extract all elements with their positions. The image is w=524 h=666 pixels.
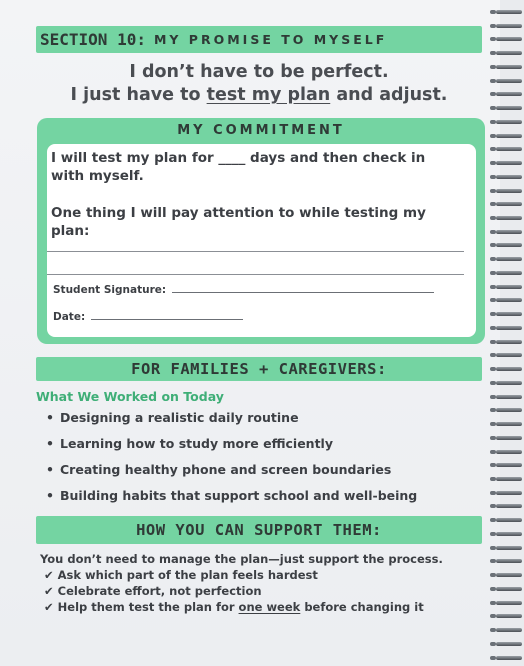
spiral-coil (496, 65, 522, 69)
spiral-coil (496, 518, 522, 522)
spiral-coil (496, 134, 522, 138)
commitment-text-3: One thing I will pay attention to while testing my (51, 205, 426, 221)
spiral-coil (496, 532, 522, 536)
spiral-coil (496, 106, 522, 110)
section-number: SECTION 10: (40, 30, 146, 49)
commitment-form (47, 144, 476, 337)
headline-line-1: I don’t have to be perfect. (129, 62, 389, 82)
spiral-coil (496, 353, 522, 357)
spiral-coil (496, 463, 522, 467)
spiral-coil (496, 147, 522, 151)
list-item: • Building habits that support school and well-being (46, 488, 476, 514)
spiral-coil (496, 614, 522, 618)
spiral-coil (496, 656, 522, 660)
spiral-coil (496, 312, 522, 316)
spiral-coil (496, 257, 522, 261)
headline-line-2-start: I just have to (70, 85, 207, 105)
signature-line[interactable] (172, 283, 434, 293)
writing-line-1[interactable] (47, 251, 464, 252)
spiral-coil (496, 120, 522, 124)
spiral-coil (496, 367, 522, 371)
section-title: MY PROMISE TO MYSELF (153, 32, 388, 47)
spiral-coil (496, 271, 522, 275)
spiral-coil (496, 408, 522, 412)
support-check-3 (40, 599, 480, 615)
date-label: Date: (53, 311, 86, 323)
support-content (40, 551, 480, 615)
headline-line-2 (36, 85, 482, 105)
list-item: • Learning how to study more efficiently (46, 436, 476, 462)
spiral-coil (496, 587, 522, 591)
support-emphasis: one week (238, 600, 301, 614)
spiral-coil (496, 79, 522, 83)
spiral-coil (496, 216, 522, 220)
spiral-binding (494, 10, 524, 660)
spiral-coil (496, 161, 522, 165)
spiral-coil (496, 285, 522, 289)
spiral-coil (496, 504, 522, 508)
commitment-box (37, 118, 485, 344)
signature-label: Student Signature: (53, 284, 167, 296)
list-item: • Creating healthy phone and screen boundaries (46, 462, 476, 488)
spiral-coil (496, 175, 522, 179)
spiral-coil (496, 24, 522, 28)
commitment-text-2: with myself. (51, 168, 144, 184)
spiral-coil (496, 628, 522, 632)
spiral-coil (496, 381, 522, 385)
spiral-coil (496, 340, 522, 344)
spiral-coil (496, 189, 522, 193)
support-check-2: ✔ Celebrate effort, not perfection (44, 584, 262, 598)
worked-on-list (46, 410, 476, 514)
headline-emphasis: test my plan (206, 85, 331, 105)
support-check-3-start: ✔ Help them test the plan for (44, 600, 239, 614)
spiral-coil (496, 298, 522, 302)
support-title: HOW YOU CAN SUPPORT THEM: (136, 521, 382, 539)
headline-line-2-end: and adjust. (330, 85, 448, 105)
commitment-text-4: plan: (51, 223, 90, 239)
worked-on-title: What We Worked on Today (36, 389, 224, 404)
spiral-coil (496, 10, 522, 14)
spiral-coil (496, 546, 522, 550)
families-header (36, 357, 482, 381)
date-field (53, 310, 243, 323)
spiral-coil (496, 642, 522, 646)
spiral-coil (496, 450, 522, 454)
commitment-title: MY COMMITMENT (177, 123, 345, 138)
spiral-coil (496, 51, 522, 55)
spiral-coil (496, 436, 522, 440)
spiral-coil (496, 477, 522, 481)
commitment-text-1: I will test my plan for ____ days and then check in (51, 150, 426, 166)
spiral-coil (496, 92, 522, 96)
spiral-coil (496, 230, 522, 234)
spiral-coil (496, 559, 522, 563)
spiral-coil (496, 491, 522, 495)
date-line[interactable] (91, 310, 243, 320)
support-check-3-end: before changing it (300, 600, 424, 614)
section-header (36, 26, 482, 53)
spiral-coil (496, 601, 522, 605)
spiral-coil (496, 395, 522, 399)
spiral-coil (496, 422, 522, 426)
spiral-coil (496, 326, 522, 330)
support-header (36, 516, 482, 544)
support-check-1: ✔ Ask which part of the plan feels hardest (44, 568, 318, 582)
list-item: • Designing a realistic daily routine (46, 410, 476, 436)
writing-line-2[interactable] (47, 274, 464, 275)
spiral-coil (496, 37, 522, 41)
signature-field (53, 283, 434, 296)
spiral-coil (496, 202, 522, 206)
families-title: FOR FAMILIES + CAREGIVERS: (131, 360, 387, 378)
support-intro: You don’t need to manage the plan—just support the process. (40, 552, 443, 566)
spiral-coil (496, 243, 522, 247)
spiral-coil (496, 573, 522, 577)
